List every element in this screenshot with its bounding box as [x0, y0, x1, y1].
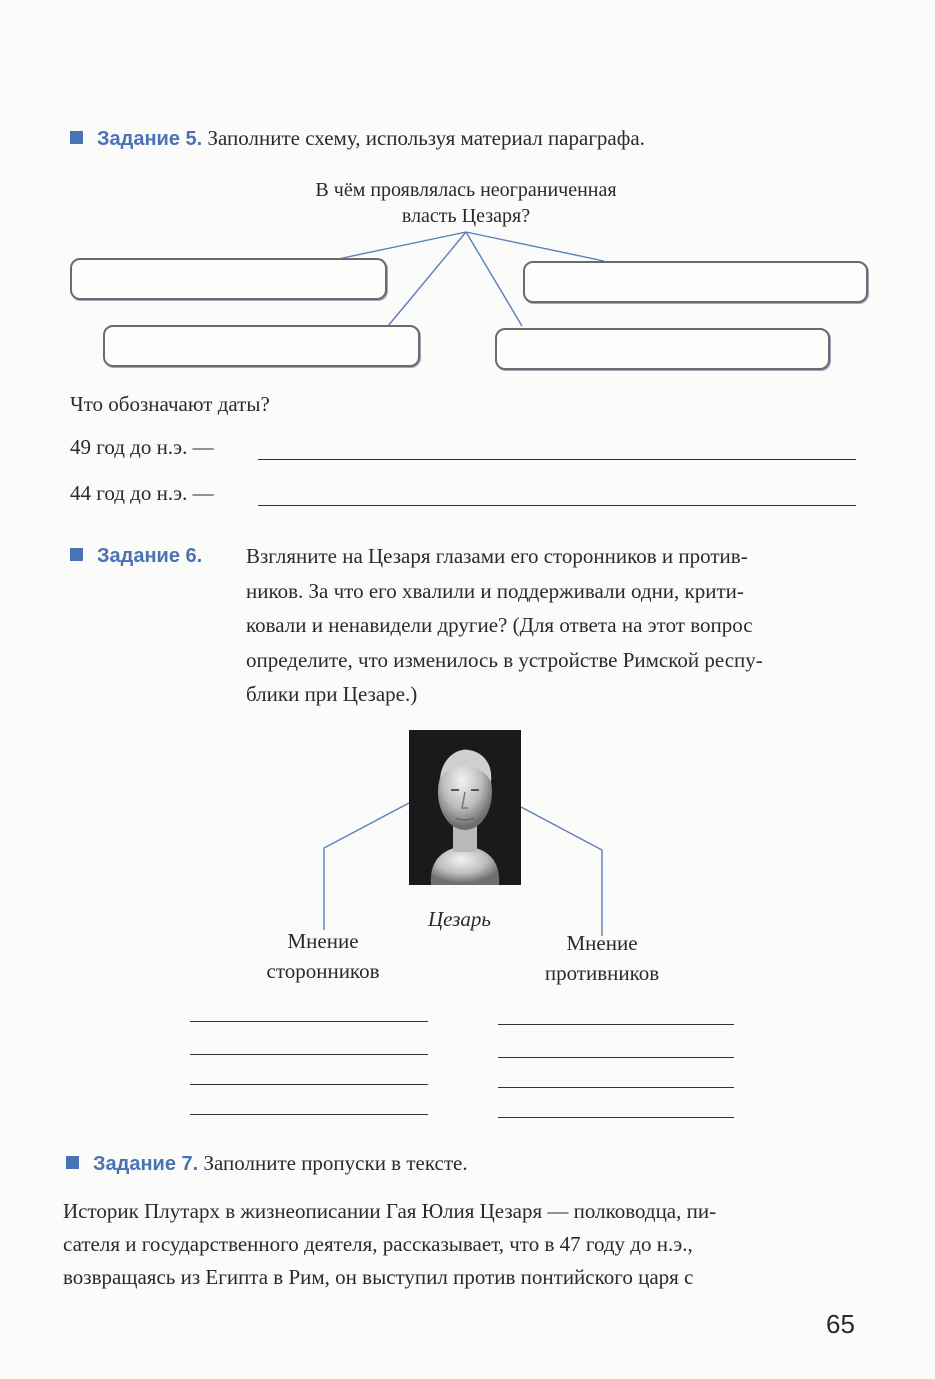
supporters-opinion-label	[223, 926, 423, 986]
task7-line: возвращаясь из Египта в Рим, он выступил против понтийского царя с	[63, 1265, 694, 1289]
task6-line: определите, что изменилось в устройстве Римской респу-	[246, 647, 763, 672]
supporters-answer-line[interactable]	[190, 1084, 428, 1085]
supporters-answer-line[interactable]	[190, 1114, 428, 1115]
opponents-answer-line[interactable]	[498, 1057, 734, 1058]
supporters-line1: Мнение	[287, 929, 359, 953]
opponents-answer-line[interactable]	[498, 1117, 734, 1118]
task7-header	[66, 1150, 468, 1177]
opponents-answer-line[interactable]	[498, 1024, 734, 1025]
opponents-opinion-label	[502, 928, 702, 988]
task5-question-line1: В чём проявлялась неограниченная	[315, 179, 617, 201]
portrait-caption: Цезарь	[428, 907, 491, 931]
opponents-line1: Мнение	[566, 931, 638, 955]
opponents-answer-line[interactable]	[498, 1087, 734, 1088]
task7-line: сателя и государственного деятеля, рассказывает, что в 47 году до н.э.,	[63, 1232, 693, 1256]
supporters-answer-line[interactable]	[190, 1054, 428, 1055]
task6-line: Взгляните на Цезаря глазами его сторонников и против-	[246, 544, 748, 568]
task5-question	[226, 177, 706, 229]
task7-label: Задание 7.	[93, 1153, 199, 1175]
date1-answer-line[interactable]	[258, 459, 856, 460]
task7-text	[63, 1195, 858, 1294]
bullet-square-icon	[70, 131, 83, 144]
task5-question-line2: власть Цезаря?	[401, 205, 531, 227]
task6-line: ников. За что его хвалили и поддерживали одни, крити-	[246, 578, 744, 603]
scheme-box-3[interactable]	[103, 325, 420, 367]
scheme-box-1[interactable]	[70, 258, 387, 300]
dates-question: Что обозначают даты?	[70, 392, 270, 416]
task5-header	[70, 125, 645, 152]
task5-instruction: Заполните схему, используя материал параграфа.	[207, 126, 645, 150]
caesar-bust-portrait	[409, 730, 521, 885]
date2-label: 44 год до н.э. —	[70, 481, 214, 505]
bullet-square-icon	[70, 548, 83, 561]
scheme-box-2[interactable]	[523, 261, 868, 303]
task6-text	[246, 539, 866, 712]
page-number: 65	[826, 1309, 855, 1339]
task7-line: Историк Плутарх в жизнеописании Гая Юлия Цезаря — полководца, пи-	[63, 1199, 717, 1223]
task6-line: ковали и ненавидели другие? (Для ответа на этот вопрос	[246, 613, 753, 637]
date1-label: 49 год до н.э. —	[70, 435, 214, 459]
task6-label: Задание 6.	[97, 545, 203, 567]
date2-answer-line[interactable]	[258, 505, 856, 506]
supporters-line2: сторонников	[266, 959, 380, 983]
opponents-line2: противников	[544, 961, 660, 985]
scheme-box-4[interactable]	[495, 328, 830, 370]
task6-header	[70, 542, 202, 569]
supporters-answer-line[interactable]	[190, 1021, 428, 1022]
task7-instruction: Заполните пропуски в тексте.	[203, 1151, 468, 1175]
task6-line: блики при Цезаре.)	[246, 682, 418, 706]
task5-label: Задание 5.	[97, 128, 203, 150]
bullet-square-icon	[66, 1156, 79, 1169]
